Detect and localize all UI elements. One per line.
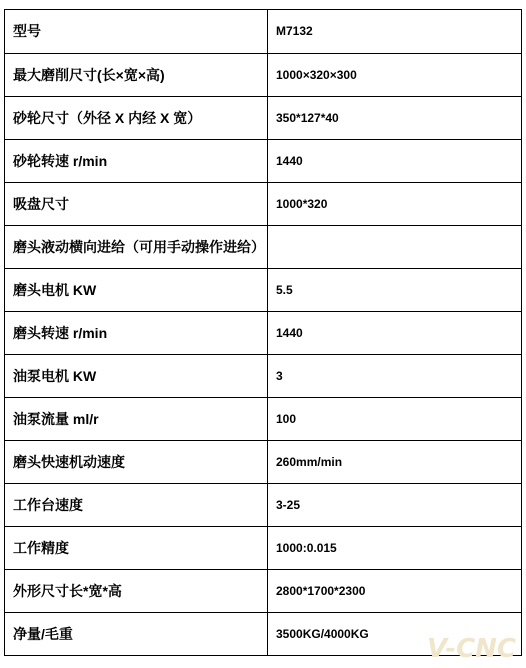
spec-label: 砂轮转速 r/min [5, 140, 268, 183]
spec-label: 外形尺寸长*宽*高 [5, 570, 268, 613]
table-row [5, 54, 522, 97]
table-row [5, 183, 522, 226]
spec-value: 5.5 [268, 269, 522, 312]
watermark-logo: V-CNC [427, 634, 516, 664]
spec-label: 磨头电机 KW [5, 269, 268, 312]
spec-value: 1000:0.015 [268, 527, 522, 570]
spec-value: 3 [268, 355, 522, 398]
spec-label: 净量/毛重 [5, 613, 268, 656]
table-row [5, 355, 522, 398]
table-row [5, 10, 522, 54]
spec-value: 1000*320 [268, 183, 522, 226]
spec-value: 3500KG/4000KG [268, 613, 522, 656]
table-row [5, 269, 522, 312]
table-row [5, 97, 522, 140]
table-row [5, 312, 522, 355]
spec-label: 磨头快速机动速度 [5, 441, 268, 484]
spec-label: 油泵电机 KW [5, 355, 268, 398]
spec-label: 吸盘尺寸 [5, 183, 268, 226]
spec-value: 350*127*40 [268, 97, 522, 140]
spec-value: 1000×320×300 [268, 54, 522, 97]
spec-label: 油泵流量 ml/r [5, 398, 268, 441]
spec-value [268, 226, 522, 269]
spec-value: 2800*1700*2300 [268, 570, 522, 613]
table-row [5, 140, 522, 183]
table-row [5, 484, 522, 527]
table-row [5, 226, 522, 269]
spec-label: 磨头转速 r/min [5, 312, 268, 355]
spec-value: 1440 [268, 312, 522, 355]
spec-value: 260mm/min [268, 441, 522, 484]
spec-label: 工作精度 [5, 527, 268, 570]
table-row [5, 441, 522, 484]
spec-table [4, 9, 522, 656]
spec-label: 最大磨削尺寸(长×宽×高) [5, 54, 268, 97]
table-row [5, 527, 522, 570]
table-row [5, 570, 522, 613]
spec-value: 3-25 [268, 484, 522, 527]
spec-label: 型号 [5, 10, 268, 54]
spec-value: M7132 [268, 10, 522, 54]
spec-value: 1440 [268, 140, 522, 183]
spec-label: 砂轮尺寸（外径 X 内经 X 宽） [5, 97, 268, 140]
spec-label: 工作台速度 [5, 484, 268, 527]
table-row [5, 398, 522, 441]
spec-label: 磨头液动横向进给（可用手动操作进给） [5, 226, 268, 269]
spec-value: 100 [268, 398, 522, 441]
